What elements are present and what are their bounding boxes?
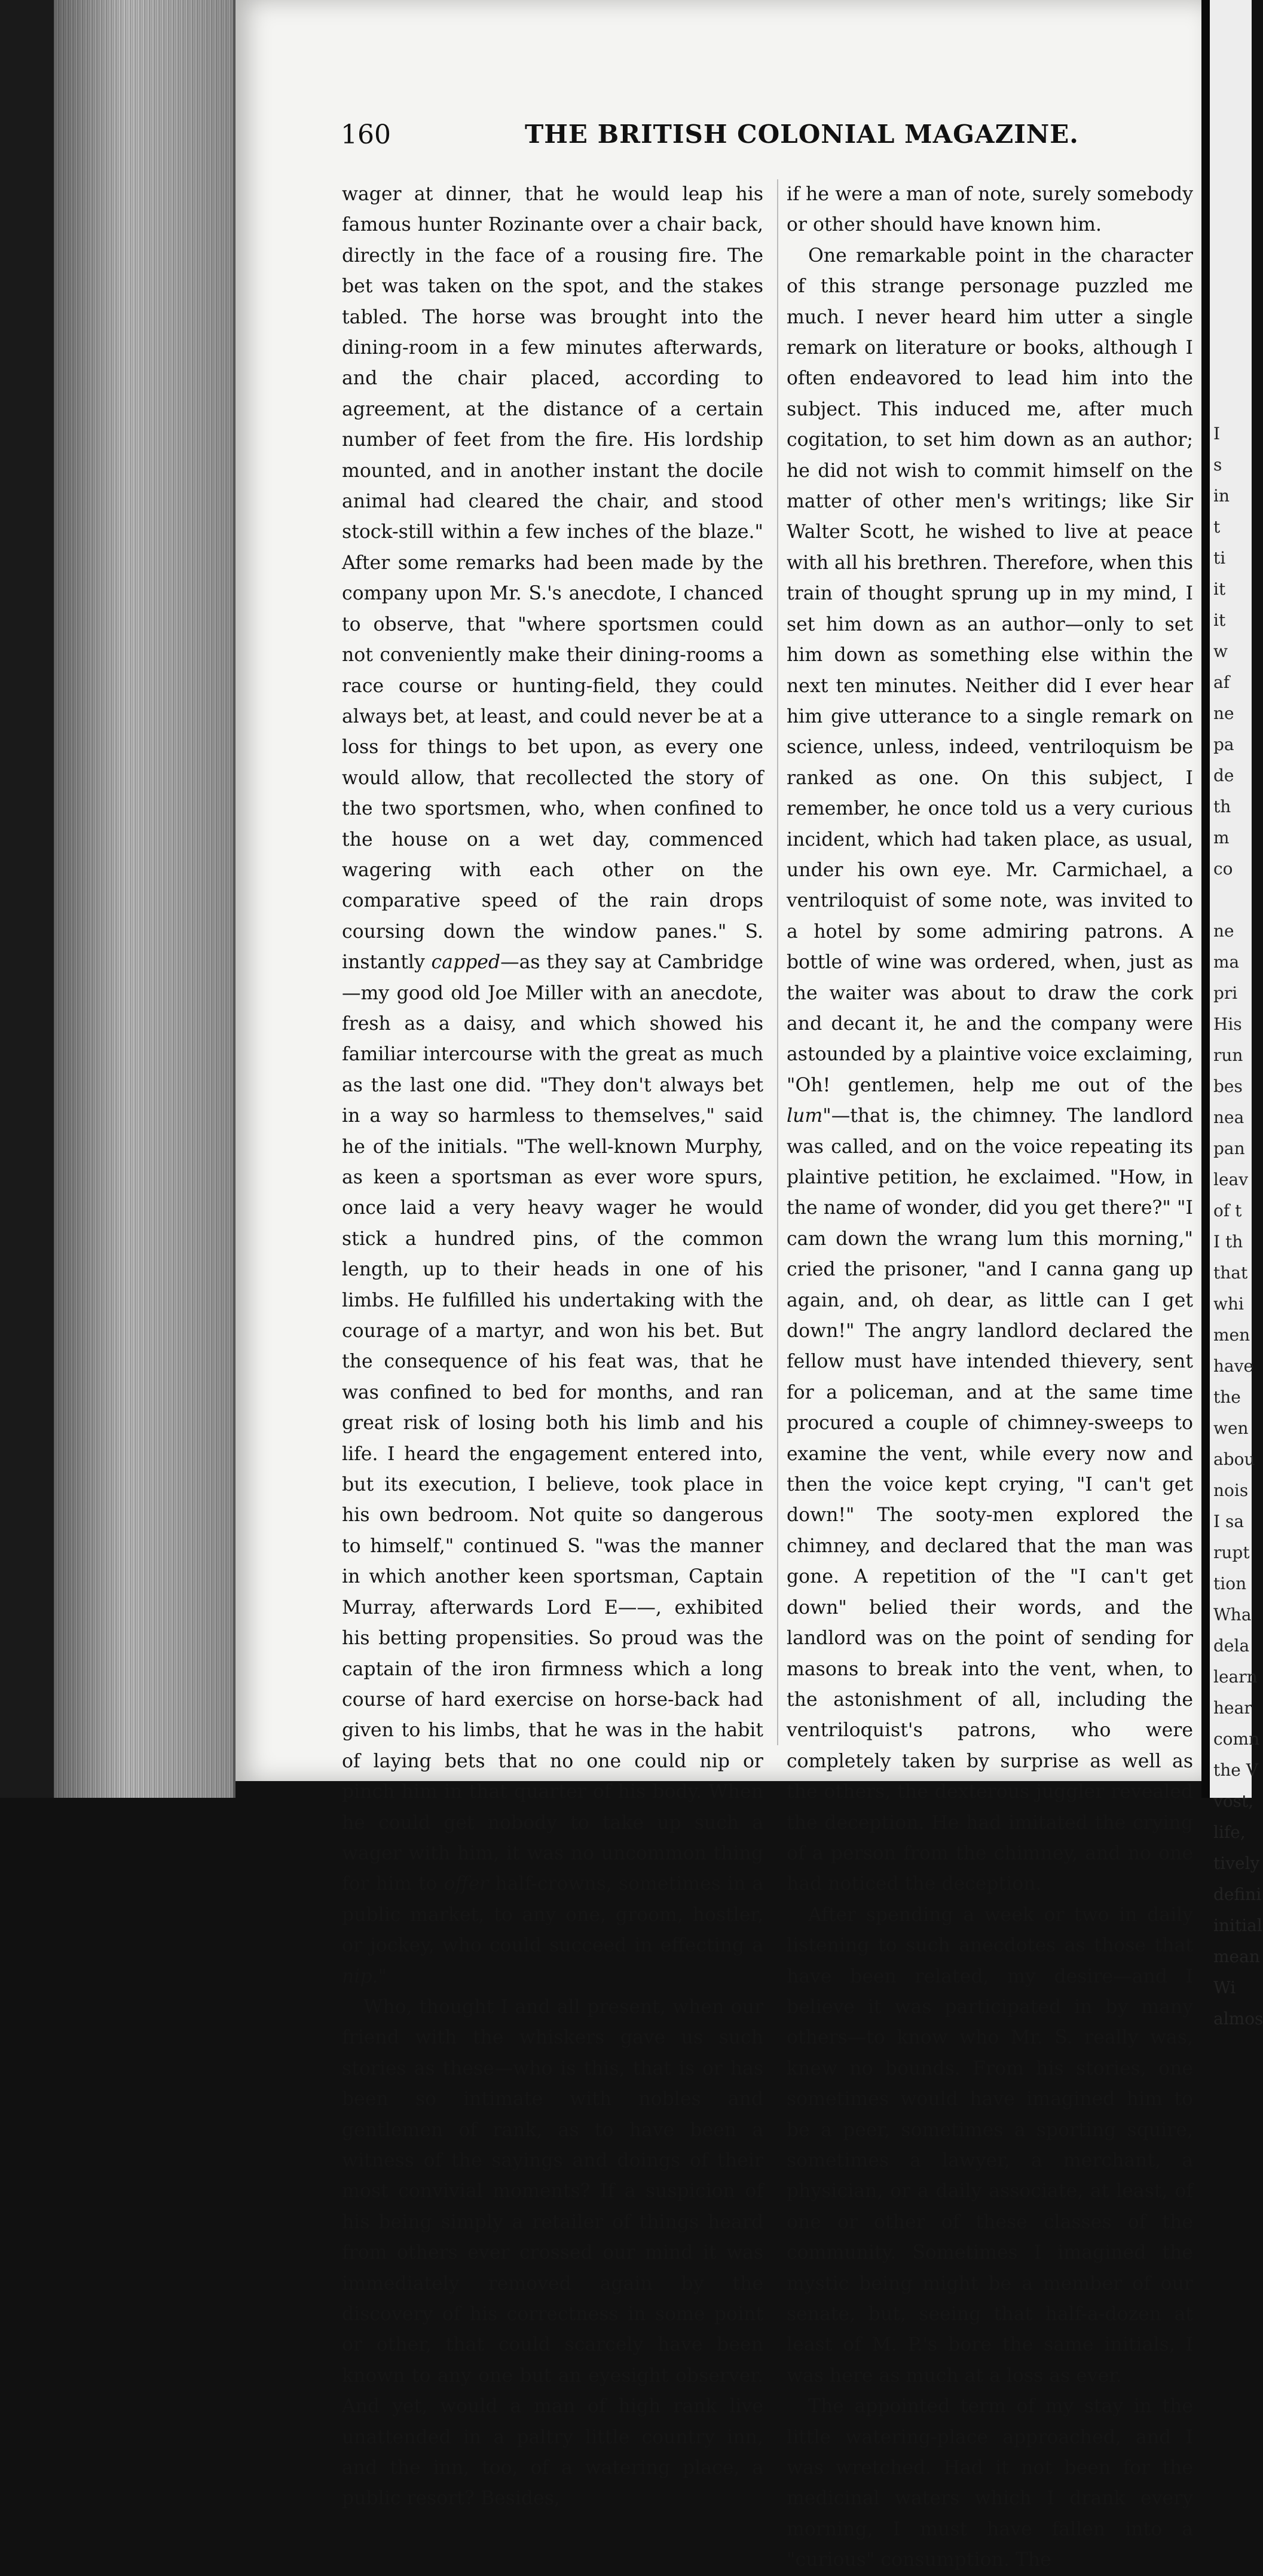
next-page-fragment: rupt (1213, 1543, 1250, 1562)
next-page-fragment: have (1213, 1356, 1254, 1376)
next-page-fragment: defini (1213, 1884, 1262, 1904)
next-page-fragment: it (1213, 579, 1226, 599)
next-page-fragment: vost, (1213, 1791, 1254, 1811)
next-page-fragment: wen (1213, 1418, 1249, 1438)
next-page-fragment: learn (1213, 1667, 1258, 1687)
paragraph: if he were a man of note, surely somebody or other should have known him. (787, 183, 1193, 236)
next-page-fragment: it (1213, 610, 1226, 630)
next-page-fragment: nea (1213, 1108, 1244, 1127)
italic-text: capped (431, 952, 501, 974)
next-page-fragment (1210, 885, 1252, 916)
next-page-fragment: ma (1213, 952, 1240, 972)
next-page-fragment: abou (1213, 1449, 1255, 1469)
next-page-fragment: almos (1213, 2009, 1263, 2029)
next-page-fragment: I th (1213, 1232, 1243, 1252)
text-run: " (378, 1965, 387, 1987)
next-page-fragment: m (1213, 828, 1230, 848)
next-page-fragment: dela (1213, 1636, 1250, 1656)
next-page-fragment: run (1213, 1045, 1243, 1065)
next-page-fragment: th (1213, 797, 1231, 816)
italic-text: lum (787, 1105, 823, 1127)
next-page-fragment: I sa (1213, 1512, 1244, 1531)
next-page-fragment: de (1213, 766, 1234, 785)
paragraph: After spending a week or two in daily listening to such anecdotes as those that have been related, my desire—and I believe it was participated in by many others—to know who Mr. S. really was, knew no bounds. From his stories, one sometimes would have imagined him to be a peer, sometimes a sporting squire, sometimes a lawyer, a merchant, a physician, or a daily associate, at least, of one or other of these classes of the community. Sometimes I imagined the mystic being might be a member of our senate, but, seeing that half-a-dozen at least of M. P.'s bore the same initials, I was here as much at a loss as ever. (787, 1904, 1193, 2387)
text-run: One remarkable point in the character of this strange personage puzzled me much. I never heard him utter a single remark on literature or books, although I often endeavored to lead him into the subject. This induced me, after much cogitation, to set him down as an author; he did not wish to commit himself on the matter of other men's writings; like Sir Walter Scott, he wished to live at peace with all his brethren. Therefore, when this train of thought sprung up in my mind, I set him down as an author—only to set him down as something else within the next ten minutes. Neither did I ever hear him give utterance to a single remark on science, unless, indeed, ventriloquism be ranked as one. On this subject, I remember, he once told us a very curious incident, which had taken place, as usual, under his own eye. Mr. Carmichael, a ventriloquist of some note, was invited to a hotel by some admiring patrons. A bottle of wine was ordered, when, just as the waiter was about to draw the cork and decant it, he and the company were astounded by a plaintive voice exclaiming, "Oh! gentlemen, help me out of the (787, 244, 1193, 1096)
next-page-fragment: comn (1213, 1729, 1260, 1749)
book-page-edges (54, 0, 236, 1798)
paragraph (342, 179, 763, 1992)
text-run: "—that is, the chimney. The landlord was called, and on the voice repeating its plaintive petition, he exclaimed. "How, in the name of wonder, did you get there?" "I cam down the wrang lum this morning," cried the prisoner, "and I canna gang up again, and, oh dear, as little can I get down!" The angry landlord declared the fellow must have intended thievery, sent for a policeman, and at the same time procured a couple of chimney-sweeps to examine the vent, while every now and then the voice kept crying, "I can't get down!" The sooty-men explored the chimney, and declared that the man was gone. A repetition of the "I can't get down" belied their words, and the landlord was on the point of sending for masons to break into the vent, when, to the astonishment of all, including the ventriloquist's patrons, who were completely taken by surprise as well as the others, the dexterous juggler revealed the deception. He had imitated the crying of a person from the chimney, and no one had noticed the deception. (787, 1105, 1193, 1895)
magazine-title: THE BRITISH COLONIAL MAGAZINE. (525, 120, 1079, 149)
left-text-column (342, 179, 764, 2510)
next-page-fragment: His (1213, 1014, 1242, 1034)
next-page-fragment: hear (1213, 1698, 1252, 1718)
next-page-fragment: that (1213, 1263, 1248, 1283)
next-page-fragment: co (1213, 859, 1233, 879)
next-page-fragment: tively (1213, 1853, 1260, 1873)
next-page-fragment: whi (1213, 1294, 1244, 1314)
next-page-fragment: life, (1213, 1822, 1246, 1842)
next-page-fragment: the (1213, 1387, 1241, 1407)
next-page-fragment: af (1213, 672, 1230, 692)
italic-text: offer (444, 1873, 489, 1895)
text-run: —as they say at Cambridge—my good old Joe Miller with an anecdote, fresh as a daisy, and which showed his familiar intercourse with the great as much as the last one did. "They don't always bet in a way so harmless to themselves," said he of the initials. "The well-known Murphy, as keen a sportsman as ever wore spurs, once laid a very heavy wager he would stick a hundred pins, of the common length, up to their heads in one of his limbs. He fulfilled his undertaking with the courage of a martyr, and won his bet. But the consequence of his feat was, that he was confined to bed for months, and ran great risk of losing both his limb and his life. I heard the engagement entered into, but its execution, I believe, took place in his own bedroom. Not quite so dangerous to himself," continued S. "was the manner in which another keen sportsman, Captain Murray, afterwards Lord E——, exhibited his betting propensities. So proud was the captain of the iron firmness which a long course of hard exercise on horse-back had given to his limbs, that he was in the habit of laying bets that no one could nip or pinch him in that quarter of his body. When he could get nobody to take up such a wager with him, it was no uncommon thing for him to (342, 952, 764, 1895)
next-page-fragment: the V (1213, 1760, 1258, 1780)
italic-text: nip. (342, 1965, 378, 1987)
paragraph: Who, thought I and all present, when our friend with the whiskers gave us such stories as these—who is this, that is or has been so intimate with nobles and gentlemen of rank, as to have been a witness of the sayings and doings of their most convivial moments? If a suspicion of his being simply a retailer of things heard from others ever crossed our mind it was immediately removed again by the discovery of his correctness in some point or other, that could scarcely have been known to any one but an eyesight observer. And yet, would a man of high rank live unattended in a paltry little country inn, and the inn, too, of a watering place, a public resort? Besides, (342, 1996, 763, 2510)
next-page-fragment: ne (1213, 921, 1234, 941)
next-page-fragment: in (1213, 486, 1230, 506)
next-page-fragment: tion (1213, 1574, 1247, 1593)
next-page-fragment: nois (1213, 1480, 1249, 1500)
next-page-fragment: Wha (1213, 1605, 1252, 1624)
next-page-fragment: pan (1213, 1139, 1245, 1158)
next-page-fragment: t (1213, 517, 1221, 537)
paragraph (787, 241, 1193, 1900)
paragraph: The appointed term of my stay in the little watering-place approached, and I was wretched. Had it not been for the medicinal waters which I drank every morning, I must have fallen into a "curious" consumption. The (787, 2396, 1193, 2571)
next-page-fragment: pa (1213, 735, 1234, 754)
running-head (341, 120, 1079, 158)
next-page-fragment: men (1213, 1325, 1250, 1345)
page-number: 160 (341, 120, 391, 150)
text-run: wager at dinner, that he would leap his famous hunter Rozinante over a chair back, directly in the face of a rousing fire. The bet was taken on the spot, and the stakes tabled. The horse was brought into the dining-room in a few minutes afterwards, and the chair placed, according to agreement, at the distance of a certain number of feet from the fire. His lordship mounted, and in another instant the docile animal had cleared the chair, and stood stock-still within a few inches of the blaze." After some remarks had been made by the company upon Mr. S.'s anecdote, I chanced to observe, that "where sportsmen could not conveniently make their dining-rooms a race course or hunting-field, they could always bet, at least, and could never be at a loss for things to bet upon, as every one would allow, that recollected the story of the two sportsmen, who, when confined to the house on a wet day, commenced wagering with each other on the comparative speed of the rain drops coursing down the window panes." S. instantly (342, 183, 763, 974)
next-page-fragment: ti (1213, 548, 1226, 568)
next-page-fragment: mean (1213, 1947, 1260, 1966)
next-page-fragment: Wi (1213, 1978, 1236, 1997)
next-page-fragment: w (1213, 641, 1228, 661)
next-page-fragment: bes (1213, 1076, 1243, 1096)
next-page-fragment: ne (1213, 703, 1234, 723)
next-page-edge (1201, 0, 1263, 2029)
next-page-fragment: s (1213, 455, 1222, 475)
next-page-fragment: of t (1213, 1201, 1242, 1220)
next-page-fragment: leav (1213, 1170, 1249, 1189)
next-page-fragment: initial (1213, 1916, 1262, 1935)
text-run: half-crowns, sometimes in a public market, to any one, groom, hostler, or jockey, who could succeed in effecting a (342, 1873, 763, 1957)
next-page-fragment: pri (1213, 983, 1238, 1003)
right-text-column (777, 179, 1193, 2571)
next-page-fragment: I (1213, 424, 1221, 443)
